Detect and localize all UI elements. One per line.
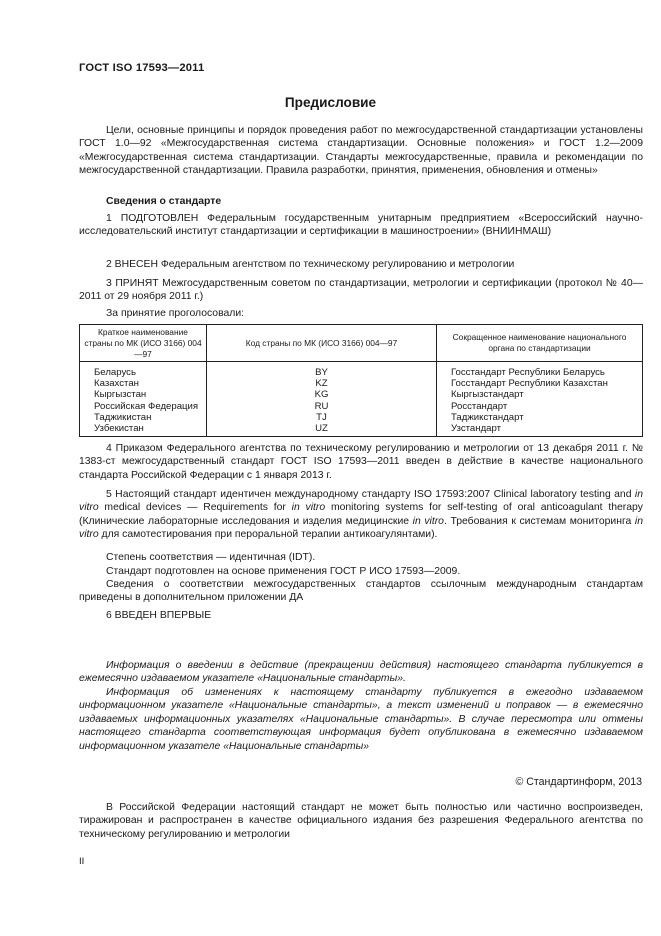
- table-row: [80, 401, 643, 412]
- country-name: Казахстан: [80, 378, 207, 389]
- item-5-text: . Требования к системам мониторинга: [443, 515, 635, 527]
- column-header-body: Сокращенное наименование национального органа по стандартизации: [437, 325, 643, 362]
- item-1-prepared: 1 ПОДГОТОВЛЕН Федеральным государственным унитарным предприятием «Всероссийский научно-исследовательский институт стандартизации и сертификации в машиностроении» (ВНИИНМАШ): [79, 213, 643, 238]
- page-number: II: [79, 856, 85, 867]
- rights-notice: В Российской Федерации настоящий стандарт не может быть полностью или частично воспроизведен, тиражирован и распространен в качестве официального издания без разрешения Федерального агентства по техническому регулированию и метрологии: [79, 802, 643, 840]
- country-code: BY: [207, 362, 437, 379]
- country-code: RU: [207, 401, 437, 412]
- standards-body: Росстандарт: [437, 401, 643, 412]
- standards-body: Таджикстандарт: [437, 412, 643, 423]
- in-vitro-term: in vitro: [412, 515, 444, 527]
- item-4-order: 4 Приказом Федерального агентства по техническому регулированию и метрологии от 13 декабря 2011 г. № 1383-ст межгосударственный стандарт ГОСТ ISO 17593—2011 введен в действие в качестве национального стандарта Российской Федерации с 1 января 2013 г.: [79, 443, 643, 481]
- country-name: Узбекистан: [80, 423, 207, 437]
- country-name: Кыргызстан: [80, 389, 207, 400]
- in-vitro-term: in vitro: [291, 502, 326, 514]
- country-code: KZ: [207, 378, 437, 389]
- country-name: Таджикистан: [80, 412, 207, 423]
- country-code: TJ: [207, 412, 437, 423]
- item-3-adopted: 3 ПРИНЯТ Межгосударственным советом по стандартизации, метрологии и сертификации (протокол № 40—2011 от 29 ноября 2011 г.): [79, 278, 643, 303]
- item-6-first-introduced: 6 ВВЕДЕН ВПЕРВЫЕ: [106, 610, 212, 621]
- item-5-text: для самотестирования при пероральной терапии антикоагулянтами).: [98, 529, 438, 541]
- conformity-degree: Степень соответствия — идентичная (IDT).: [106, 552, 316, 563]
- item-5-text: 5 Настоящий стандарт идентичен международному стандарту ISO 17593:2007 Clinical laboratory testing and: [106, 489, 635, 500]
- info-heading: Сведения о стандарте: [106, 196, 222, 207]
- country-code: UZ: [207, 423, 437, 437]
- notice-changes: Информация об изменениях к настоящему стандарту публикуется в ежегодно издаваемом информационном указателе «Национальные стандарты», а текст изменений и поправок — в ежемесячно издаваемых информационных указателях «Национальные стандарты». В случае пересмотра или отмены настоящего стандарта соответствующая информация будет опубликована в ежемесячно издаваемом информационном указателе «Национальные стандарты»: [79, 687, 643, 752]
- copyright: © Стандартинформ, 2013: [515, 776, 642, 788]
- voting-table: [79, 324, 643, 437]
- table-row: [80, 423, 643, 437]
- item-5-text: medical devices — Requirements for: [98, 502, 292, 514]
- intro-paragraph: Цели, основные принципы и порядок проведения работ по межгосударственной стандартизации установлены ГОСТ 1.0—92 «Межгосударственная система стандартизации. Основные положения» и ГОСТ 1.2—2009 «Межгосударственная система стандартизации. Стандарты межгосударственные, правила и рекомендации по межгосударственной стандартизации. Правила разработки, принятия, применения, обновления и отмены»: [79, 125, 643, 177]
- table-row: [80, 389, 643, 400]
- in-vitro-term: in vitro: [79, 515, 644, 541]
- document-code-header: ГОСТ ISO 17593—2011: [79, 62, 205, 74]
- page-title: Предисловие: [284, 95, 377, 110]
- item-2-submitted: 2 ВНЕСЕН Федеральным агентством по техническому регулированию и метрологии: [106, 259, 515, 270]
- country-code: KG: [207, 389, 437, 400]
- voted-label: За принятие проголосовали:: [106, 308, 245, 319]
- references-note: Сведения о соответствии межгосударственных стандартов ссылочным международным стандартам приведены в дополнительном приложении ДА: [79, 579, 643, 604]
- in-vitro-term: in vitro: [79, 489, 643, 514]
- column-header-country: Краткое наименование страны по МК (ИСО 3166) 004—97: [80, 325, 207, 362]
- standards-body: Госстандарт Республики Казахстан: [437, 378, 643, 389]
- table-row: [80, 378, 643, 389]
- table-row: [80, 362, 643, 379]
- standards-body: Госстандарт Республики Беларусь: [437, 362, 643, 379]
- table-header-row: [80, 325, 643, 362]
- prepared-basis: Стандарт подготовлен на основе применения ГОСТ Р ИСО 17593—2009.: [106, 566, 461, 577]
- table-row: [80, 412, 643, 423]
- notice-introduction: Информация о введении в действие (прекращении действия) настоящего стандарта публикуется в ежемесячно издаваемом указателе «Национальные стандарты».: [79, 660, 643, 685]
- standards-body: Узстандарт: [437, 423, 643, 437]
- item-5-text: monitoring systems for self-testing of oral anticoagulant therapy (Клинические лабораторные исследования и изделия медицинские: [79, 502, 643, 527]
- standards-body: Кыргызстандарт: [437, 389, 643, 400]
- column-header-code: Код страны по МК (ИСО 3166) 004—97: [207, 325, 437, 362]
- country-name: Российская Федерация: [80, 401, 207, 412]
- country-name: Беларусь: [80, 362, 207, 379]
- item-5-identical: [79, 488, 643, 542]
